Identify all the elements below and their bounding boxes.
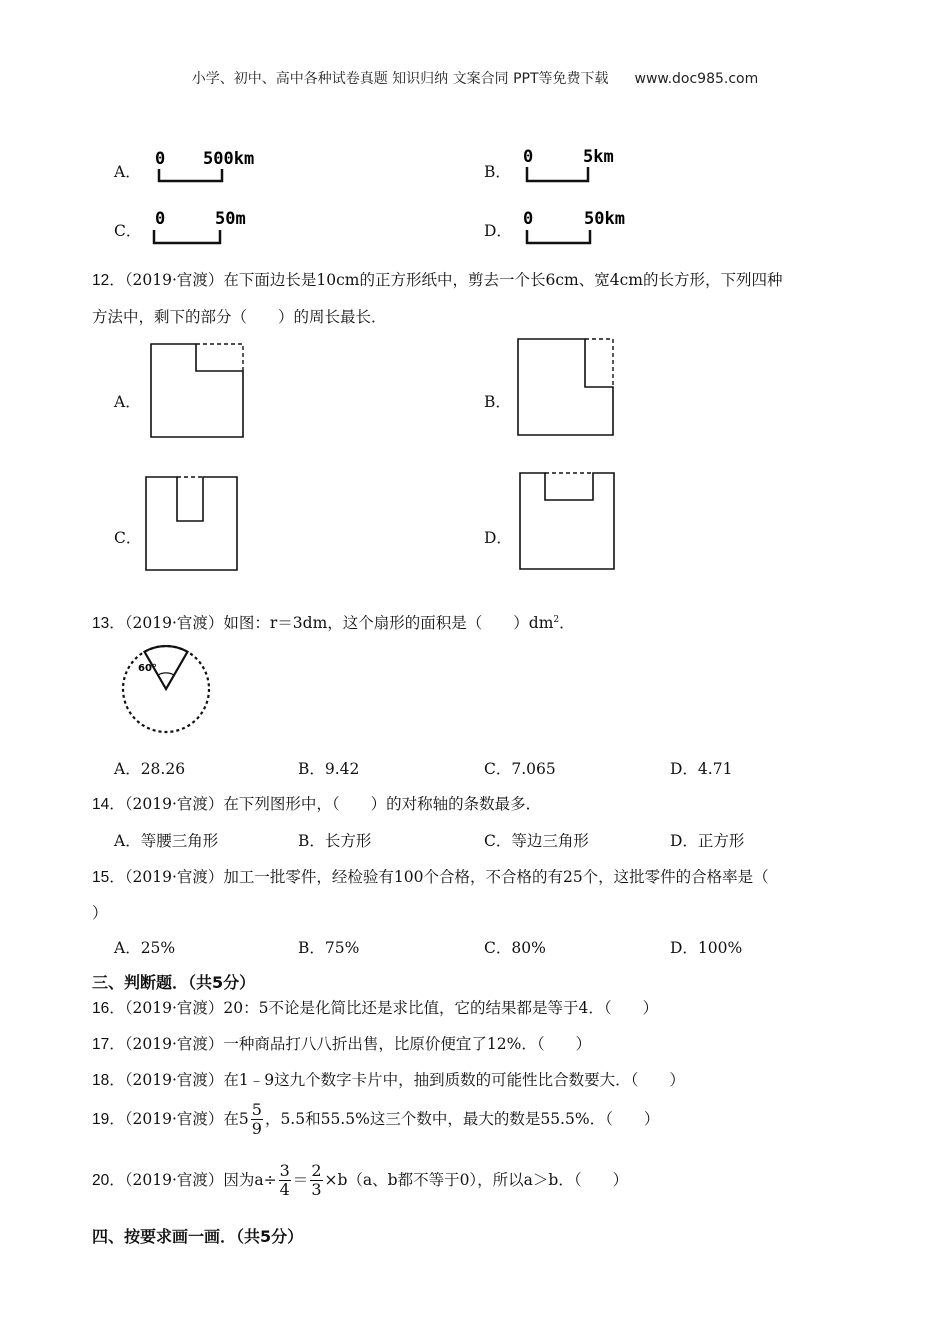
q13-option-b: B．9.42	[298, 760, 360, 778]
q13-line	[92, 611, 575, 633]
q14-option-a: A．等腰三角形	[114, 832, 219, 850]
q11-d-zero: 0	[523, 209, 534, 229]
q12-number: 12．	[92, 272, 125, 289]
q12-option-a-label: A．	[114, 393, 141, 411]
q19-number: 19．	[92, 1110, 125, 1128]
q17-text: 一种商品打八八折出售，比原价便宜了12%．（ ）	[223, 1035, 592, 1053]
q13-text: 如图：r＝3dm，这个扇形的面积是（ ）dm	[223, 614, 554, 632]
q19-pre: 在5	[223, 1109, 249, 1128]
q11-option-b-label: B．	[484, 163, 511, 181]
q15-source: （2019·官渡）	[124, 868, 224, 886]
q12-source: （2019·官渡）	[124, 271, 224, 289]
q15-line2: ）	[92, 904, 108, 922]
q17-line	[92, 1032, 591, 1054]
q13-angle-label: 60°	[138, 663, 157, 674]
q20-post: ×b（a、b都不等于0），所以a＞b．（ ）	[324, 1170, 629, 1189]
q19-line	[92, 1101, 659, 1139]
q16-source: （2019·官渡）	[124, 999, 224, 1017]
q12-line2: 方法中，剩下的部分（ ）的周长最长．	[92, 308, 387, 326]
q19-fraction	[251, 1101, 263, 1139]
q12-option-c-label: C．	[114, 529, 142, 547]
q20-line	[92, 1162, 628, 1200]
q15-option-a: A．25%	[114, 939, 176, 957]
q14-option-c: C．等边三角形	[484, 832, 589, 850]
q12-option-c-figure	[145, 476, 240, 572]
q11-c-value: 50m	[215, 209, 246, 229]
q15-option-c: C．80%	[484, 939, 546, 957]
header-text: 小学、初中、高中各种试卷真题 知识归纳 文案合同 PPT等免费下载	[191, 71, 609, 87]
q11-d-value: 50km	[584, 209, 625, 229]
q13-option-c: C．7.065	[484, 760, 556, 778]
q15-text1: 加工一批零件，经检验有100个合格，不合格的有25个，这批零件的合格率是（	[223, 868, 769, 886]
q12-line1	[92, 268, 782, 290]
q11-option-a-scale	[150, 146, 280, 186]
q11-option-c-scale	[150, 206, 270, 246]
q20-source: （2019·官渡）	[124, 1170, 224, 1189]
q20-fraction-2	[310, 1162, 322, 1200]
q14-text: 在下列图形中，（ ）的对称轴的条数最多．	[223, 795, 542, 813]
q11-a-value: 500km	[203, 149, 255, 169]
q14-line	[92, 792, 541, 814]
q20-pre: 因为a÷	[223, 1170, 277, 1189]
section3-title: 三、判断题．（共5分）	[92, 973, 256, 992]
q19-numerator: 5	[251, 1100, 262, 1119]
q11-c-zero: 0	[155, 209, 166, 229]
q13-sector-figure	[120, 643, 214, 737]
q14-option-d: D．正方形	[670, 832, 745, 850]
q15-option-d: D．100%	[670, 939, 743, 957]
q13-end: ．	[559, 614, 575, 632]
header-url: www.doc985.com	[634, 71, 759, 87]
q13-option-a: A．28.26	[114, 760, 186, 778]
q11-option-d-scale	[518, 206, 648, 246]
q19-denominator: 9	[251, 1119, 262, 1139]
q19-post: ，5.5和55.5%这三个数中，最大的数是55.5%．（ ）	[264, 1109, 660, 1128]
q18-number: 18．	[92, 1072, 125, 1089]
q17-source: （2019·官渡）	[124, 1035, 224, 1053]
q15-number: 15．	[92, 869, 125, 886]
q11-b-value: 5km	[583, 147, 614, 167]
q11-option-c-label: C．	[114, 222, 142, 240]
q12-text1: 在下面边长是10cm的正方形纸中，剪去一个长6cm、宽4cm的长方形，下列四种	[223, 271, 783, 289]
q12-option-d-label: D．	[484, 529, 512, 547]
q20-numerator-1: 3	[279, 1161, 290, 1180]
q14-source: （2019·官渡）	[124, 795, 224, 813]
q20-number: 20．	[92, 1171, 125, 1189]
q11-b-zero: 0	[523, 147, 534, 167]
page-header	[0, 68, 950, 88]
q20-mid: ＝	[292, 1170, 309, 1189]
q17-number: 17．	[92, 1036, 125, 1053]
q14-number: 14．	[92, 796, 125, 813]
q13-sup: 2	[553, 614, 560, 625]
q20-denominator-1: 4	[279, 1180, 290, 1200]
q14-option-b: B．长方形	[298, 832, 372, 850]
q16-text: 20：5不论是化简比还是求比值，它的结果都是等于4．（ ）	[223, 999, 659, 1017]
q18-source: （2019·官渡）	[124, 1071, 224, 1089]
q16-line	[92, 996, 658, 1018]
q20-denominator-2: 3	[311, 1180, 322, 1200]
q12-option-d-figure	[519, 472, 616, 572]
q12-option-a-figure	[150, 343, 246, 439]
q18-line	[92, 1068, 685, 1090]
q12-option-b-label: B．	[484, 393, 511, 411]
q11-option-b-scale	[518, 144, 638, 184]
q15-option-b: B．75%	[298, 939, 360, 957]
q13-number: 13．	[92, 615, 125, 632]
q20-fraction-1	[279, 1162, 291, 1200]
q20-numerator-2: 2	[311, 1161, 322, 1180]
q11-a-zero: 0	[155, 149, 166, 169]
q15-line1	[92, 865, 769, 887]
q13-option-d: D．4.71	[670, 760, 733, 778]
q13-source: （2019·官渡）	[124, 614, 224, 632]
section4-title: 四、按要求画一画．（共5分）	[92, 1227, 304, 1246]
q11-option-a-label: A．	[114, 163, 141, 181]
q12-option-b-figure	[517, 338, 615, 438]
q19-source: （2019·官渡）	[124, 1109, 224, 1128]
q18-text: 在1﹣9这九个数字卡片中，抽到质数的可能性比合数要大．（ ）	[223, 1071, 685, 1089]
q11-option-d-label: D．	[484, 222, 512, 240]
q16-number: 16．	[92, 1000, 125, 1017]
